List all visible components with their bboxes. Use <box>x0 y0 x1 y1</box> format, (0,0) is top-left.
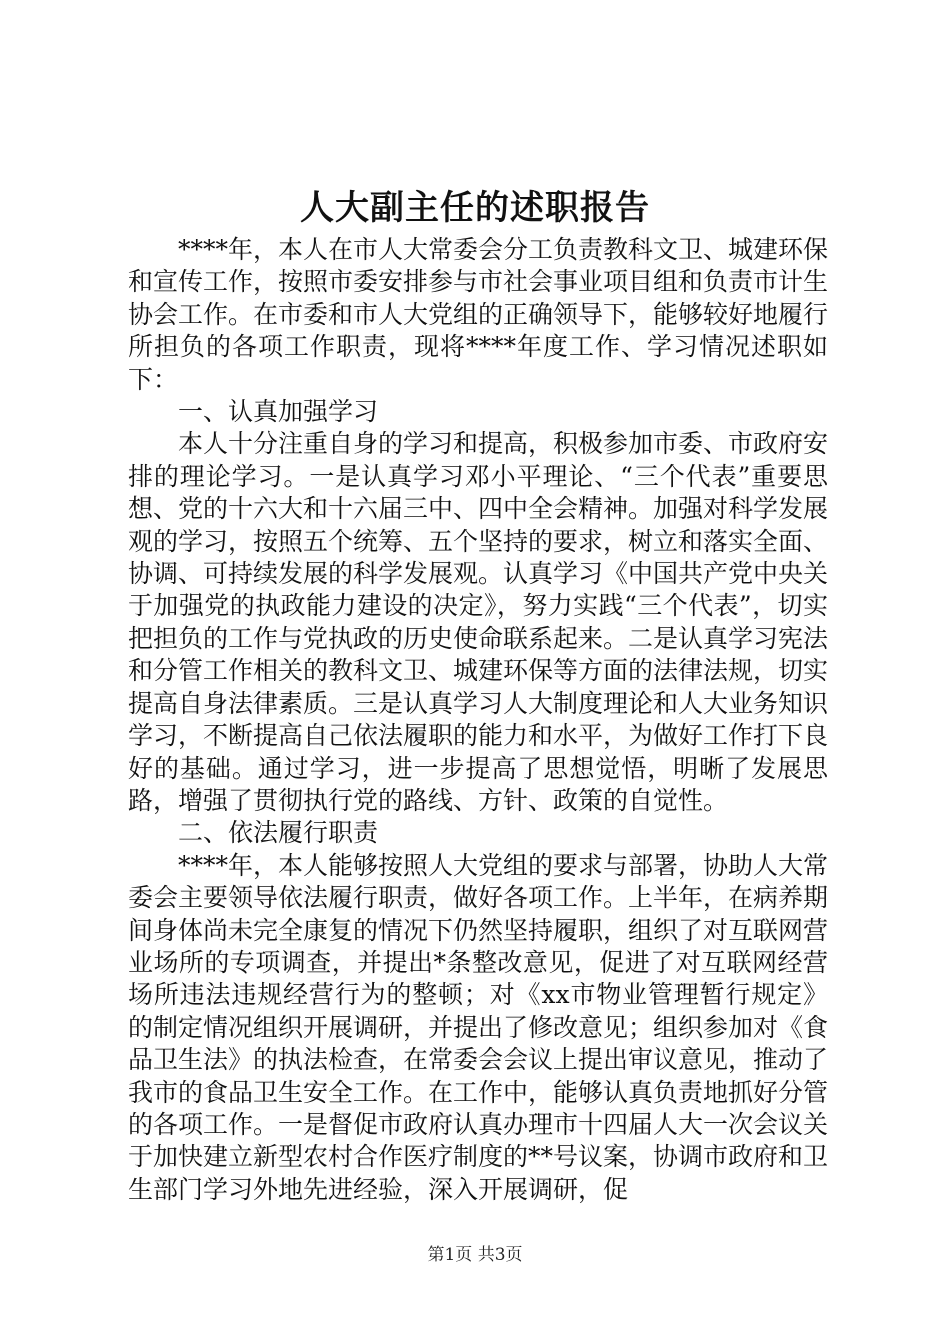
study-paragraph: 本人十分注重自身的学习和提高，积极参加市委、市政府安排的理论学习。一是认真学习邓小平理论、“三个代表”重要思想、党的十六大和十六届三中、四中全会精神。加强对科学发展观的学习，按照五个统筹、五个坚持的要求，树立和落实全面、协调、可持续发展的科学发展观。认真学习《中国共产党中央关于加强党的执政能力建设的决定》，努力实践“三个代表”，切实把担负的工作与党执政的历史使命联系起来。二是认真学习宪法和分管工作相关的教科文卫、城建环保等方面的法律法规，切实提高自身法律素质。三是认真学习人大制度理论和人大业务知识学习，不断提高自己依法履职的能力和水平，为做好工作打下良好的基础。通过学习，进一步提高了思想觉悟，明晰了发展思路，增强了贯彻执行党的路线、方针、政策的自觉性。 <box>128 429 829 815</box>
section-heading-duties: 二、依法履行职责 <box>178 818 379 848</box>
intro-paragraph: ****年，本人在市人大常委会分工负责教科文卫、城建环保和宣传工作，按照市委安排参与市社会事业项目组和负责市计生协会工作。在市委和市人大党组的正确领导下，能够较好地履行所担负的各项工作职责，现将****年度工作、学习情况述职如下： <box>128 235 829 394</box>
page-number-footer: 第1页 共3页 <box>427 1245 523 1265</box>
document-title: 人大副主任的述职报告 <box>300 188 650 228</box>
document-body <box>128 234 828 1206</box>
section-heading-study: 一、认真加强学习 <box>178 397 379 427</box>
duties-paragraph: ****年，本人能够按照人大党组的要求与部署，协助人大常委会主要领导依法履行职责，做好各项工作。上半年，在病养期间身体尚未完全康复的情况下仍然坚持履职，组织了对互联网营业场所的专项调查，并提出*条整改意见，促进了对互联网经营场所违法违规经营行为的整顿；对《xx市物业管理暂行规定》的制定情况组织开展调研，并提出了修改意见；组织参加对《食品卫生法》的执法检查，在常委会会议上提出审议意见，推动了我市的食品卫生安全工作。在工作中，能够认真负责地抓好分管的各项工作。一是督促市政府认真办理市十四届人大一次会议关于加快建立新型农村合作医疗制度的**号议案，协调市政府和卫生部门学习外地先进经验，深入开展调研，促 <box>128 850 829 1204</box>
